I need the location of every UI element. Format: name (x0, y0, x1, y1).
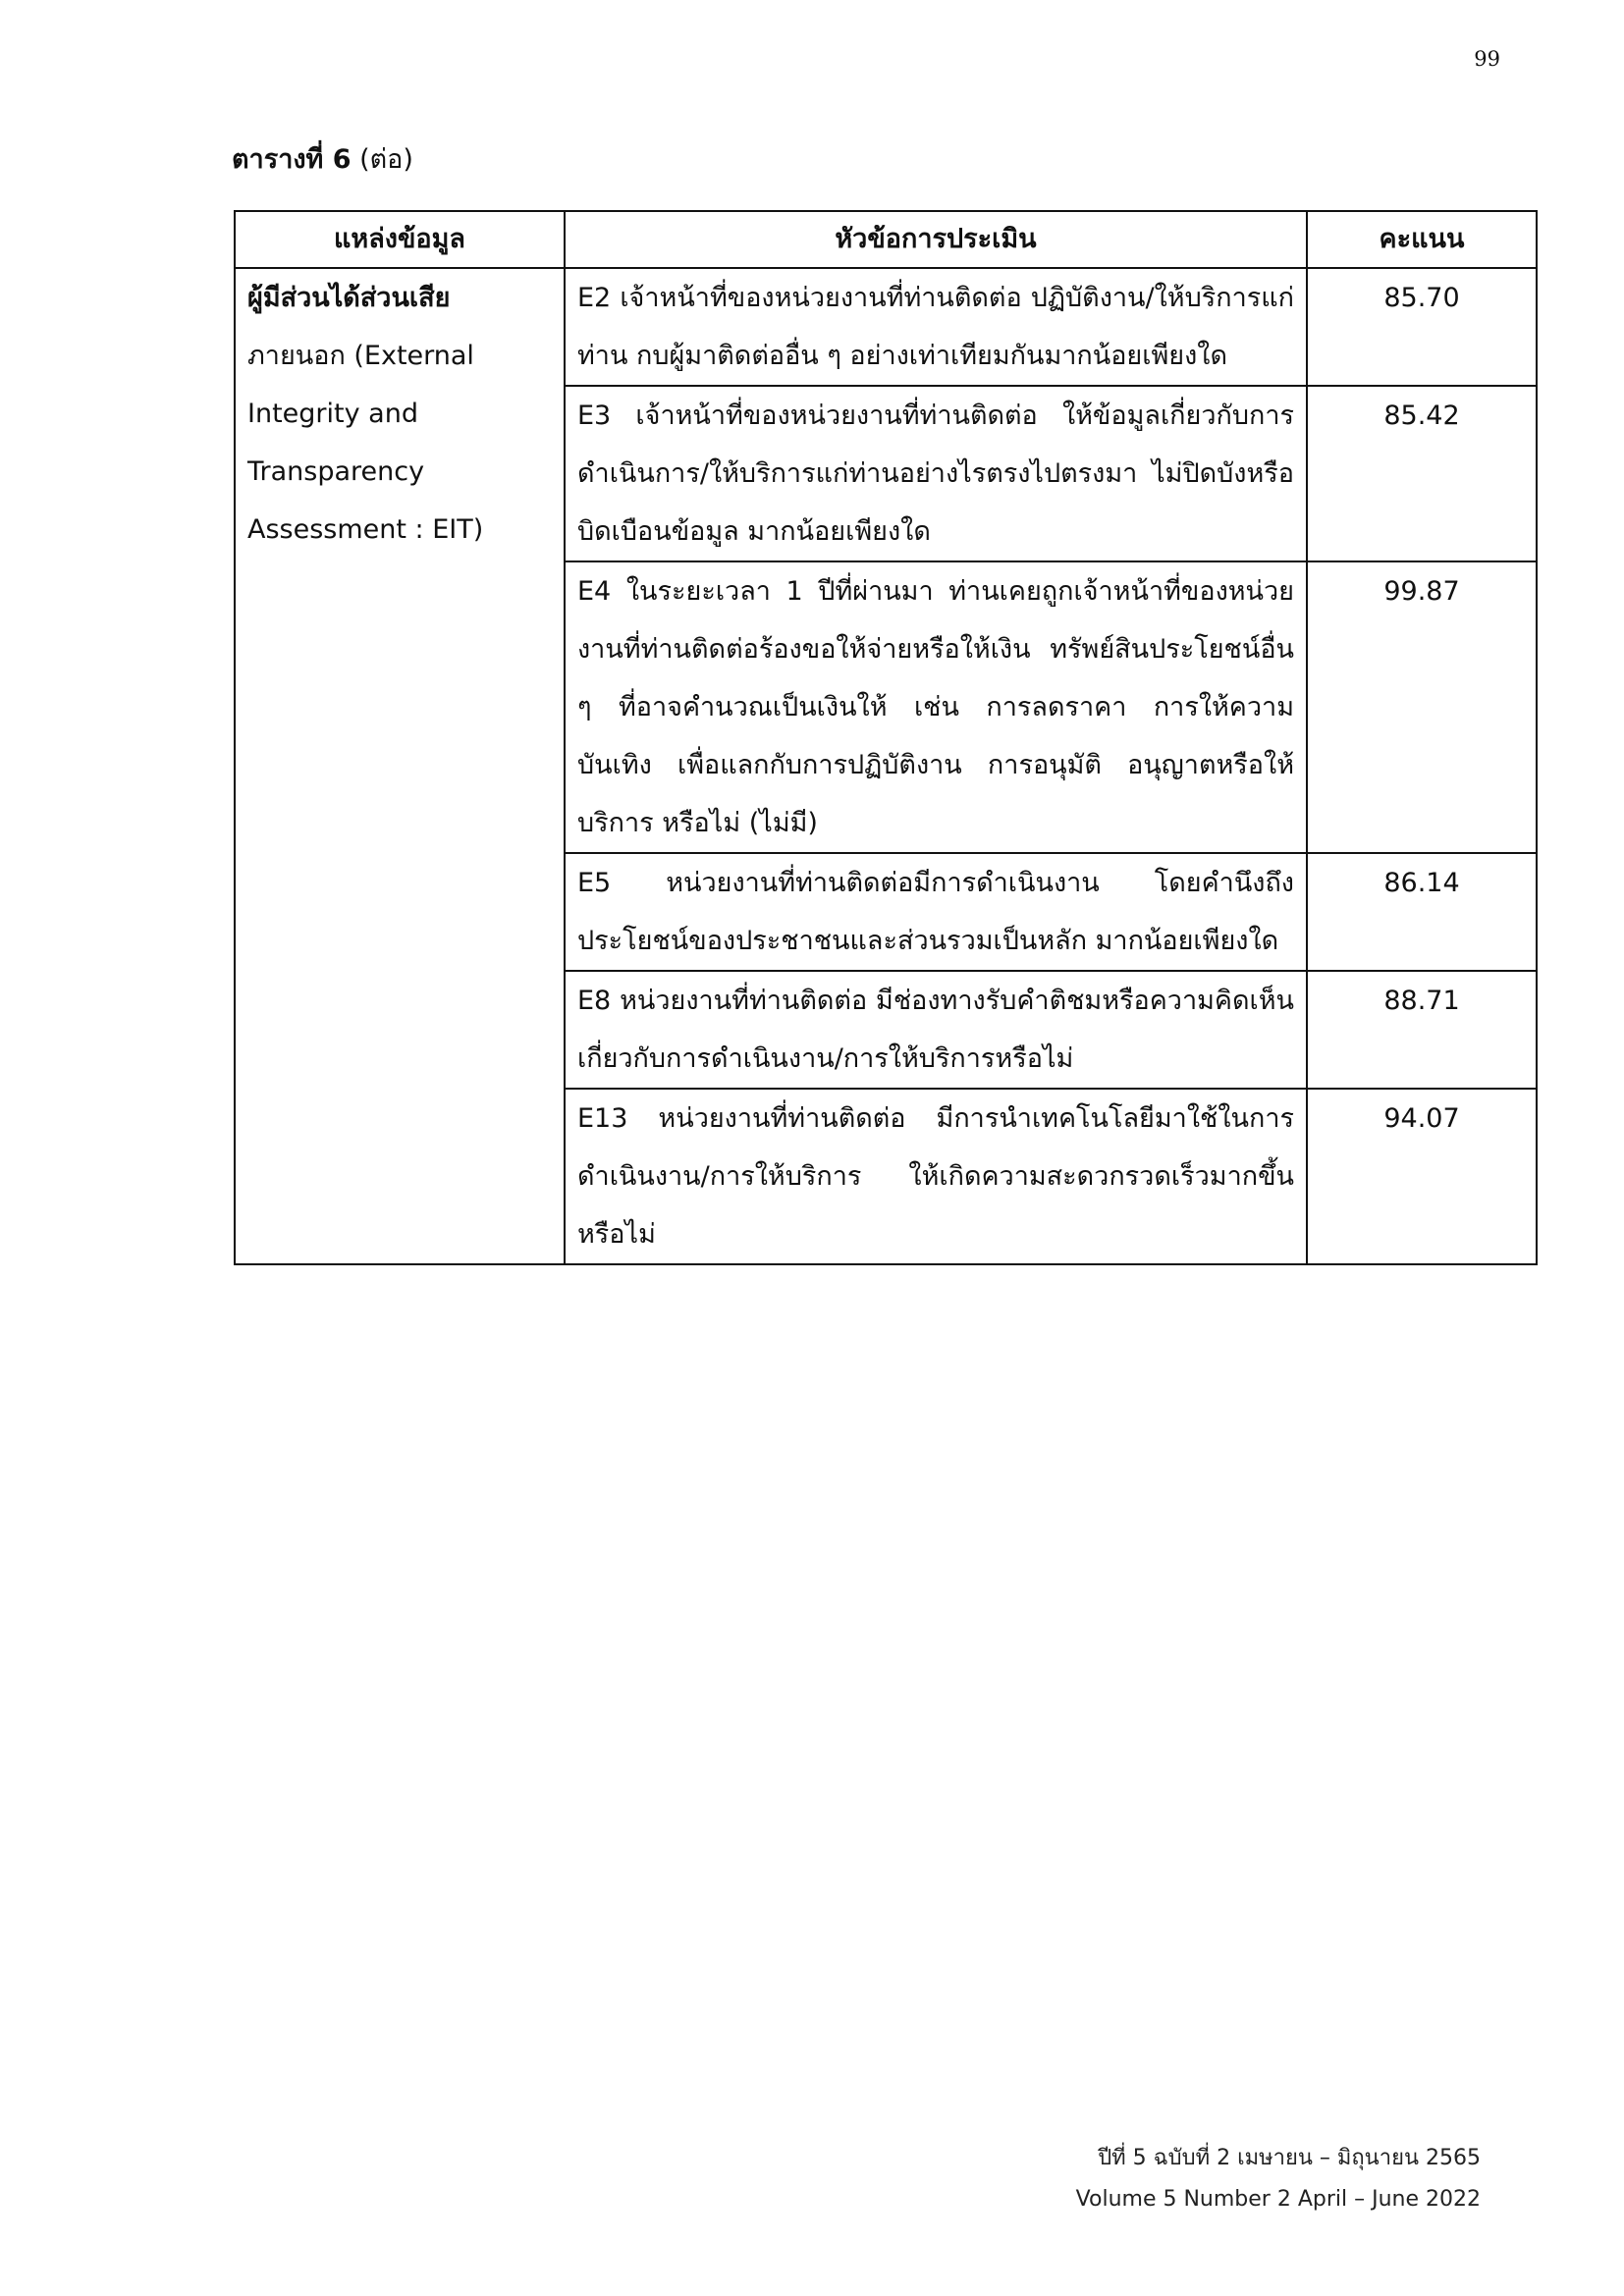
footer-volume-thai: ปีที่ 5 ฉบับที่ 2 เมษายน – มิถุนายน 2565 (1098, 2146, 1481, 2170)
source-cell (235, 268, 565, 1264)
source-detail: ภายนอก (External Integrity and Transparency Assessment : EIT) (247, 341, 484, 545)
item-cell: E4 ในระยะเวลา 1 ปีที่ผ่านมา ท่านเคยถูกเจ้าหน้าที่ของหน่วยงานที่ท่านติดต่อร้องขอให้จ่ายหรือให้เงิน ทรัพย์สินประโยชน์อื่น ๆ ที่อาจคำนวณเป็นเงินให้ เช่น การลดราคา การให้ความบันเทิง เพื่อแลกกับการปฏิบัติงาน การอนุมัติ อนุญาตหรือให้บริการ หรือไม่ (ไม่มี) (565, 561, 1307, 853)
header-score: คะแนน (1307, 211, 1537, 268)
table-row (235, 268, 1537, 386)
assessment-table (234, 210, 1538, 1265)
table-caption-suffix: (ต่อ) (351, 144, 413, 175)
page-number: 99 (1474, 47, 1500, 71)
score-cell: 88.71 (1307, 971, 1537, 1089)
item-cell: E13 หน่วยงานที่ท่านติดต่อ มีการนำเทคโนโลยีมาใช้ในการดำเนินงาน/การให้บริการ ให้เกิดความสะดวกรวดเร็วมากขึ้นหรือไม่ (565, 1089, 1307, 1264)
header-item: หัวข้อการประเมิน (565, 211, 1307, 268)
source-title: ผู้มีส่วนได้ส่วนเสีย (247, 283, 451, 313)
score-cell: 99.87 (1307, 561, 1537, 853)
item-cell: E2 เจ้าหน้าที่ของหน่วยงานที่ท่านติดต่อ ปฏิบัติงาน/ให้บริการแก่ท่าน กบผู้มาติดต่ออื่น ๆ อย่างเท่าเทียมกันมากน้อยเพียงใด (565, 268, 1307, 386)
score-cell: 86.14 (1307, 853, 1537, 971)
table-caption-label: ตารางที่ 6 (232, 144, 352, 175)
header-source: แหล่งข้อมูล (235, 211, 565, 268)
footer-volume-english: Volume 5 Number 2 April – June 2022 (1075, 2187, 1481, 2212)
table-header-row (235, 211, 1537, 268)
item-cell: E3 เจ้าหน้าที่ของหน่วยงานที่ท่านติดต่อ ให้ข้อมูลเกี่ยวกับการดำเนินการ/ให้บริการแก่ท่านอย่างไรตรงไปตรงมา ไม่ปิดบังหรือบิดเบือนข้อมูล มากน้อยเพียงใด (565, 386, 1307, 561)
table-caption (232, 137, 413, 180)
item-cell: E5 หน่วยงานที่ท่านติดต่อมีการดำเนินงาน โดยคำนึงถึงประโยชน์ของประชาชนและส่วนรวมเป็นหลัก มากน้อยเพียงใด (565, 853, 1307, 971)
score-cell: 85.70 (1307, 268, 1537, 386)
score-cell: 94.07 (1307, 1089, 1537, 1264)
item-cell: E8 หน่วยงานที่ท่านติดต่อ มีช่องทางรับคำติชมหรือความคิดเห็นเกี่ยวกับการดำเนินงาน/การให้บริการหรือไม่ (565, 971, 1307, 1089)
score-cell: 85.42 (1307, 386, 1537, 561)
